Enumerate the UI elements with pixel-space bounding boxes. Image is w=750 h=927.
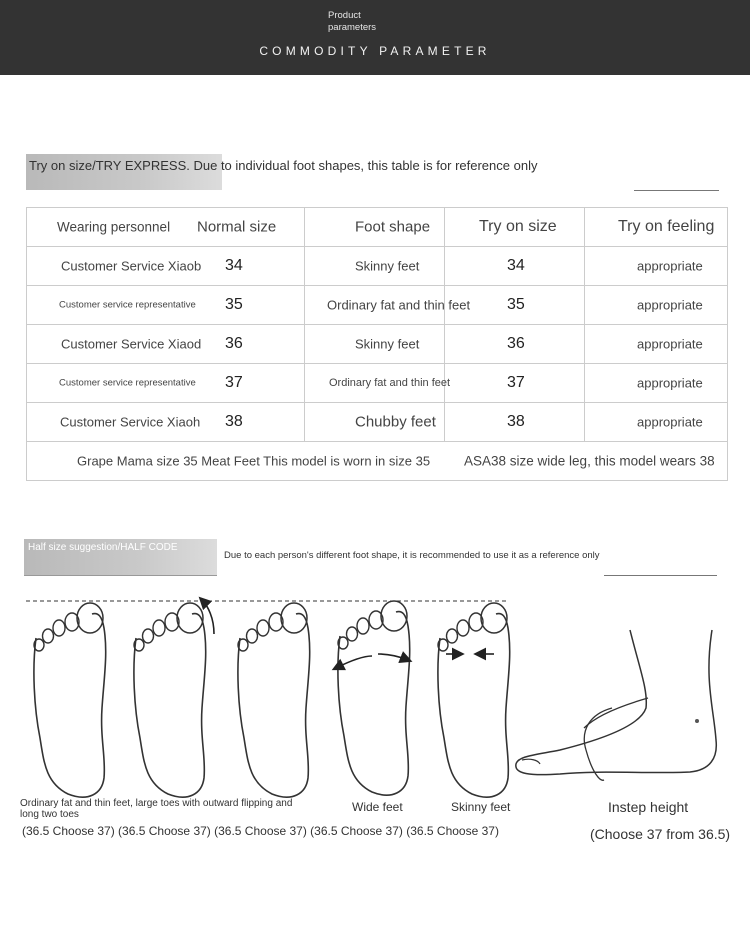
table-row — [27, 247, 728, 286]
foot-ordinary-3 — [238, 603, 310, 797]
row-tryon-size: 37 — [507, 374, 525, 391]
row-foot-shape: Skinny feet — [355, 336, 420, 352]
table-row — [27, 403, 728, 442]
caption-wide-feet: Wide feet — [352, 800, 403, 814]
row-normal-size: 38 — [225, 413, 243, 430]
wide-right-arrow — [378, 654, 408, 660]
foot-side-instep — [516, 630, 716, 780]
row-normal-size: 34 — [225, 257, 243, 274]
half-tag-underline — [24, 575, 217, 576]
row-tryon-size: 34 — [507, 257, 525, 274]
foot-skinny — [438, 603, 510, 797]
row-feeling: appropriate — [637, 297, 703, 313]
footer-left-note: Grape Mama size 35 Meat Feet This model is worn in size 35 — [77, 453, 431, 469]
row-feeling: appropriate — [637, 414, 703, 430]
header-try-on-feeling: Try on feeling — [618, 218, 715, 235]
table-footer-row — [27, 442, 728, 481]
table-header-row — [27, 208, 728, 247]
table-row — [27, 364, 728, 403]
foot-ordinary-2 — [134, 603, 206, 797]
caption-instep-height: Instep height — [608, 799, 689, 815]
row-tryon-size: 38 — [507, 413, 525, 430]
row-feeling: appropriate — [637, 375, 703, 391]
row-person: Customer service representative — [59, 299, 196, 311]
row-person: Customer Service Xiaod — [61, 336, 202, 352]
note-underline — [634, 190, 719, 191]
header-cell — [585, 208, 728, 247]
instep-choice: (Choose 37 from 36.5) — [590, 826, 731, 842]
header-foot-shape: Foot shape — [355, 218, 431, 236]
foot-wide — [338, 601, 410, 795]
table-row — [27, 325, 728, 364]
header-try-on-size: Try on size — [479, 218, 557, 235]
size-table — [26, 207, 728, 481]
row-person: Customer Service Xiaoh — [60, 414, 201, 430]
header-cell — [305, 208, 445, 247]
half-size-note: Due to each person's different foot shape, it is recommended to use it as a reference only — [224, 550, 600, 561]
row-person: Customer Service Xiaob — [61, 258, 202, 274]
row-normal-size: 36 — [225, 335, 243, 352]
header-cell — [445, 208, 585, 247]
row-feeling: appropriate — [637, 258, 703, 274]
header-normal-size: Normal size — [197, 218, 277, 236]
row-foot-shape: Ordinary fat and thin feet — [329, 377, 451, 389]
header-subtitle-line2: parameters — [328, 22, 377, 33]
half-size-choices: (36.5 Choose 37) (36.5 Choose 37) (36.5 Choose 37) (36.5 Choose 37) (36.5 Choose 37) — [22, 824, 499, 838]
footer-right-note: ASA38 size wide leg, this model wears 38 — [464, 453, 715, 469]
row-tryon-size: 36 — [507, 335, 525, 352]
header-cell — [27, 208, 305, 247]
caption-skinny-feet: Skinny feet — [451, 800, 511, 814]
row-foot-shape: Chubby feet — [355, 413, 436, 431]
row-normal-size: 35 — [225, 296, 243, 313]
header-wearing-personnel: Wearing personnel — [57, 219, 171, 235]
header-subtitle — [328, 10, 408, 34]
row-normal-size: 37 — [225, 374, 243, 391]
header-title: COMMODITY PARAMETER — [259, 44, 491, 58]
half-size-tag: Half size suggestion/HALF CODE — [28, 542, 178, 553]
page-header — [0, 0, 750, 75]
row-tryon-size: 35 — [507, 296, 525, 313]
foot-ordinary-1 — [34, 603, 106, 797]
wide-left-arrow — [336, 656, 372, 668]
row-feeling: appropriate — [637, 336, 703, 352]
row-foot-shape: Skinny feet — [355, 258, 420, 274]
row-foot-shape: Ordinary fat and thin feet — [327, 297, 471, 313]
tryon-note: Try on size/TRY EXPRESS. Due to individual foot shapes, this table is for reference only — [29, 158, 538, 173]
feet-illustrations — [0, 590, 750, 800]
half-note-underline — [604, 575, 717, 576]
header-subtitle-line1: Product — [328, 10, 361, 21]
caption-ordinary-feet: Ordinary fat and thin feet, large toes with outward flipping and long two toes — [20, 798, 293, 820]
row-person: Customer service representative — [59, 377, 196, 389]
table-row — [27, 286, 728, 325]
